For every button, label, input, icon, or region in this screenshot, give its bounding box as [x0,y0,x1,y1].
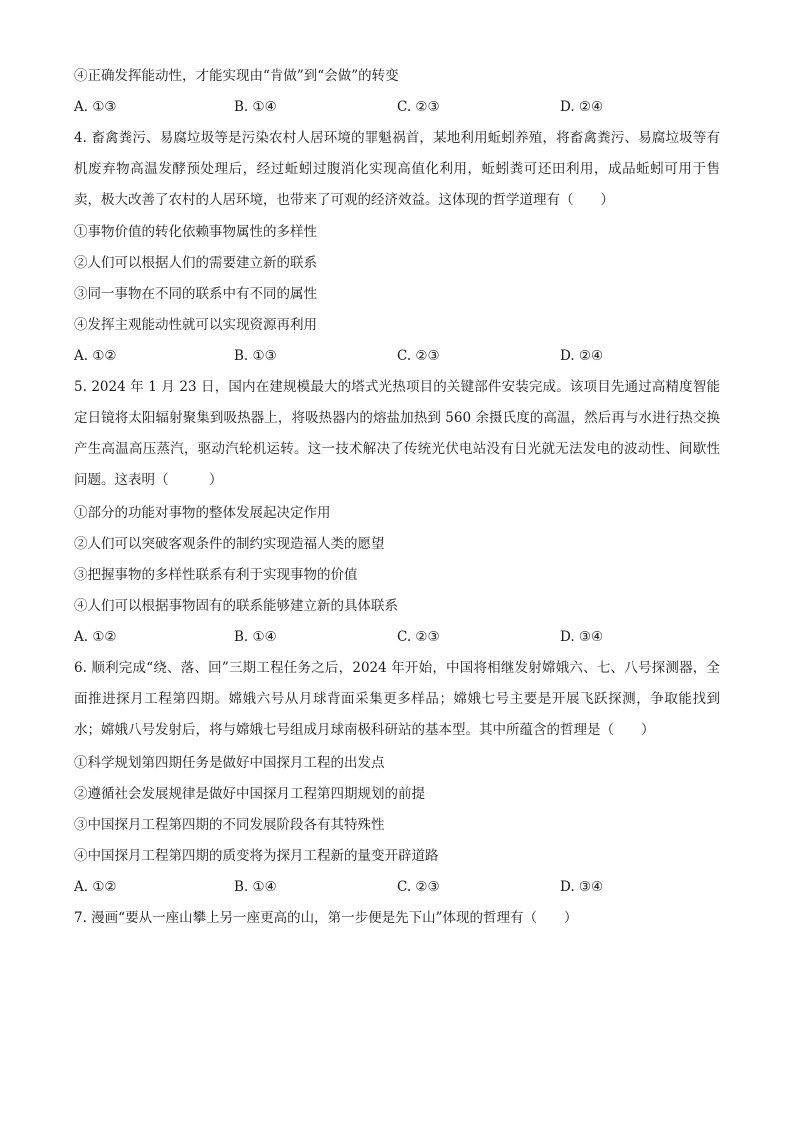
q5-item-3: ③把握事物的多样性联系有利于实现事物的价值 [74,567,358,583]
q5-option-a: A. ①② [74,629,117,645]
q5-item-4: ④人们可以根据事物固有的联系能够建立新的具体联系 [74,598,398,614]
q5-option-c: C. ②③ [397,629,440,645]
q4-item-1: ①事物价值的转化依赖事物属性的多样性 [74,224,317,240]
q6-item-4: ④中国探月工程第四期的质变将为探月工程新的量变开辟道路 [74,848,439,864]
q6-item-3: ③中国探月工程第四期的不同发展阶段各有其特殊性 [74,817,385,833]
q6-options [74,878,734,896]
q5-item-2: ②人们可以突破客观条件的制约实现造福人类的愿望 [74,536,385,552]
q6-option-b: B. ①④ [234,879,277,895]
q4-option-d: D. ②④ [560,348,604,364]
q5-option-d: D. ③④ [560,629,604,645]
q6-item-1: ①科学规划第四期任务是做好中国探月工程的出发点 [74,755,385,771]
q4-item-4: ④发挥主观能动性就可以实现资源再利用 [74,317,317,333]
q3-option-d: D. ②④ [560,99,604,115]
q5-option-b: B. ①④ [234,629,277,645]
q7-stem: 7. 漫画“要从一座山攀上另一座更高的山，第一步便是先下山”体现的哲理有（ ） [74,910,578,926]
q4-stem: 4. 畜禽粪污、易腐垃圾等是污染农村人居环境的罪魁祸首，某地利用蚯蚓养殖，将畜禽粪污、易腐垃圾等有机废弃物高温发酵预处理后，经过蚯蚓过腹消化实现高值化利用，蚯蚓粪可还田利用，成品蚯蚓可用于售卖，极大改善了农村的人居环境，也带来了可观的经济效益。这体现的哲学道理有（ ） [74,130,720,208]
q4-item-3: ③同一事物在不同的联系中有不同的属性 [74,286,317,302]
q3-options [74,98,734,116]
q4-option-a: A. ①② [74,348,117,364]
q3-option-c: C. ②③ [397,99,440,115]
q6-item-2: ②遵循社会发展规律是做好中国探月工程第四期规划的前提 [74,786,425,802]
q4-options [74,347,734,365]
q5-item-1: ①部分的功能对事物的整体发展起决定作用 [74,505,331,521]
q3-item-4: ④正确发挥能动性，才能实现由“肯做”到“会做”的转变 [74,68,399,84]
q6-option-d: D. ③④ [560,879,604,895]
q5-stem: 5. 2024 年 1 月 23 日，国内在建规模最大的塔式光热项目的关键部件安装完成。该项目先通过高精度智能定日镜将太阳辐射聚集到吸热器上，将吸热器内的熔盐加热到 560 余摄氏度的高温，然后再与水进行热交换产生高温高压蒸汽，驱动汽轮机运转。这一技术解决了传统光伏电站没有日光就无法发电的波动性、间歇性问题。这表明（ ） [74,379,720,488]
q4-option-b: B. ①③ [234,348,277,364]
q3-option-a: A. ①③ [74,99,117,115]
q6-option-a: A. ①② [74,879,117,895]
q4-item-2: ②人们可以根据人们的需要建立新的联系 [74,255,317,271]
q5-options [74,628,734,646]
q6-stem: 6. 顺利完成“绕、落、回”三期工程任务之后，2024 年开始，中国将相继发射嫦娥六、七、八号探测器，全面推进探月工程第四期。嫦娥六号从月球背面采集更多样品；嫦娥七号主要是开展飞跃探测，争取能找到水；嫦娥八号发射后，将与嫦娥七号组成月球南极科研站的基本型。其中所蕴含的哲理是（ ） [74,660,720,738]
q4-option-c: C. ②③ [397,348,440,364]
q6-option-c: C. ②③ [397,879,440,895]
q3-option-b: B. ①④ [234,99,277,115]
